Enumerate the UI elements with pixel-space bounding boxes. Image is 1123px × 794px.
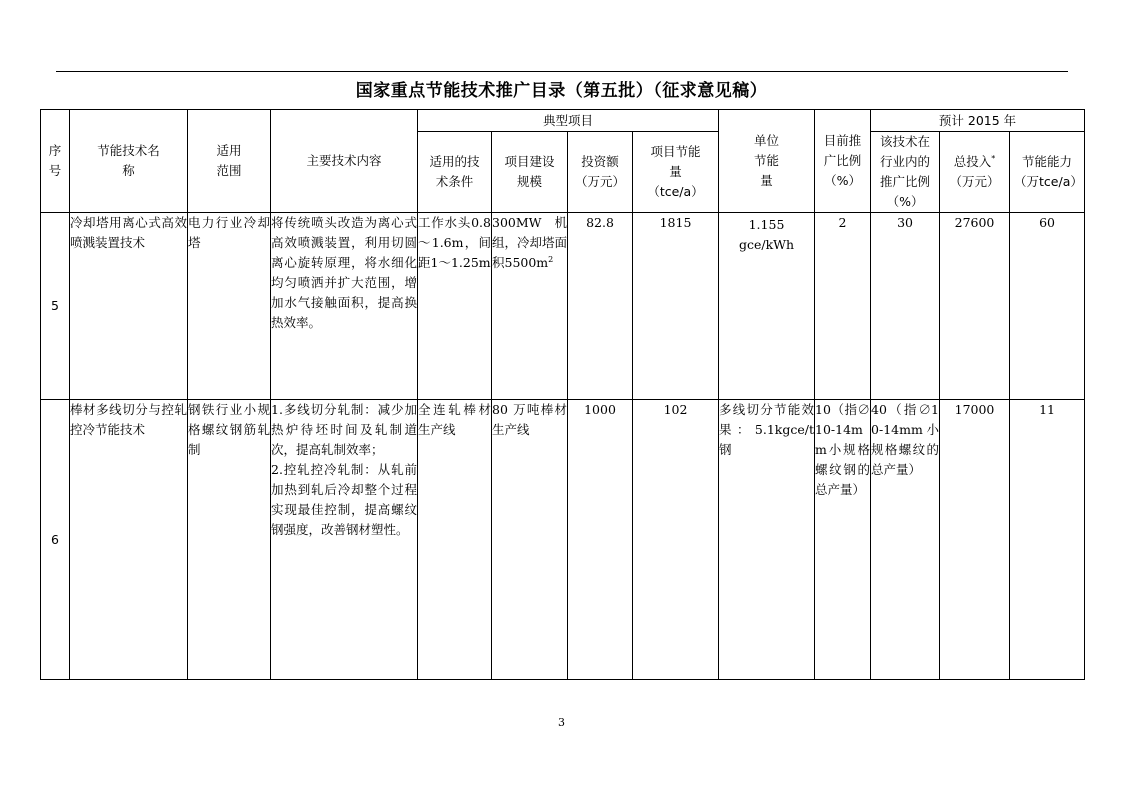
row-conditions: 工作水头0.8～1.6m，间距1～1.25m: [418, 213, 492, 400]
page-number: 3: [558, 716, 565, 729]
row-investment: 1000: [568, 400, 633, 680]
row-tech-name: 棒材多线切分与控轧控冷节能技术: [70, 400, 188, 680]
row-project-saving: 1815: [633, 213, 719, 400]
row-main-content-item-1: 1.多线切分轧制：减少加热炉待坯时间及轧制道次，提高轧制效率；: [271, 402, 417, 457]
header-no: 序号: [41, 110, 70, 213]
header-investment: 投资额（万元）: [568, 132, 633, 213]
row-main-content-item-2: 2.控轧控冷轧制：从轧前加热到轧后冷却整个过程实现最佳控制，提高螺纹钢强度，改善钢材塑性。: [271, 462, 417, 537]
row-main-content: [271, 400, 418, 680]
row-project-saving: 102: [633, 400, 719, 680]
row-scale: [492, 213, 568, 400]
row-total-investment: 27600: [940, 213, 1010, 400]
row-scope: 钢铁行业小规格螺纹钢筋轧制: [188, 400, 271, 680]
header-total-investment-unit: （万元）: [949, 174, 1000, 189]
row-saving-capacity: 11: [1010, 400, 1085, 680]
header-project-saving: 项目节能量（tce/a）: [633, 132, 719, 213]
row-scale: 80 万吨棒材生产线: [492, 400, 568, 680]
header-conditions: 适用的技术条件: [418, 132, 492, 213]
row-conditions: 全连轧棒材生产线: [418, 400, 492, 680]
tech-table: [40, 109, 1085, 680]
header-rule: [56, 71, 1068, 72]
table-row: [41, 213, 1085, 400]
row-no: 6: [41, 400, 70, 680]
header-scale: 项目建设规模: [492, 132, 568, 213]
row-unit-saving: 1.155 gce/kWh: [719, 213, 815, 400]
header-typical-project: 典型项目: [418, 110, 719, 132]
header-industry-ratio: 该技术在行业内的推广比例（%）: [871, 132, 940, 213]
header-total-investment-label: 总投入: [953, 154, 992, 169]
header-current-ratio: 目前推广比例（%）: [815, 110, 871, 213]
header-total-investment: [940, 132, 1010, 213]
row-industry-ratio: 30: [871, 213, 940, 400]
row-industry-ratio: 40（指∅10-14mm小规格螺纹的总产量）: [871, 400, 940, 680]
row-current-ratio: 2: [815, 213, 871, 400]
row-scale-text: 300MW 机组，冷却塔面积5500m: [492, 215, 568, 270]
row-scale-sup: 2: [548, 254, 554, 264]
row-total-investment: 17000: [940, 400, 1010, 680]
row-saving-capacity: 60: [1010, 213, 1085, 400]
row-tech-name: 冷却塔用离心式高效喷溅装置技术: [70, 213, 188, 400]
header-tech-name: 节能技术名称: [70, 110, 188, 213]
document-title: 国家重点节能技术推广目录（第五批）（征求意见稿）: [355, 81, 768, 101]
header-asterisk: *: [991, 153, 996, 163]
header-saving-capacity: 节能能力（万tce/a）: [1010, 132, 1085, 213]
table-row: [41, 400, 1085, 680]
row-unit-saving: 多线切分节能效果：5.1kgce/t 钢: [719, 400, 815, 680]
row-main-content: 将传统喷头改造为离心式高效喷溅装置，利用切圆离心旋转原理，将水细化均匀喷洒并扩大范围，增加水气接触面积，提高换热效率。: [271, 213, 418, 400]
header-main-content: 主要技术内容: [271, 110, 418, 213]
row-current-ratio: 10（指∅10-14mm小规格螺纹钢的总产量）: [815, 400, 871, 680]
row-investment: 82.8: [568, 213, 633, 400]
row-no: 5: [41, 213, 70, 400]
header-row-1: [41, 110, 1085, 132]
header-scope: 适用范围: [188, 110, 271, 213]
row-scope: 电力行业冷却塔: [188, 213, 271, 400]
header-unit-saving: 单位节能量: [719, 110, 815, 213]
header-forecast: 预计 2015 年: [871, 110, 1085, 132]
